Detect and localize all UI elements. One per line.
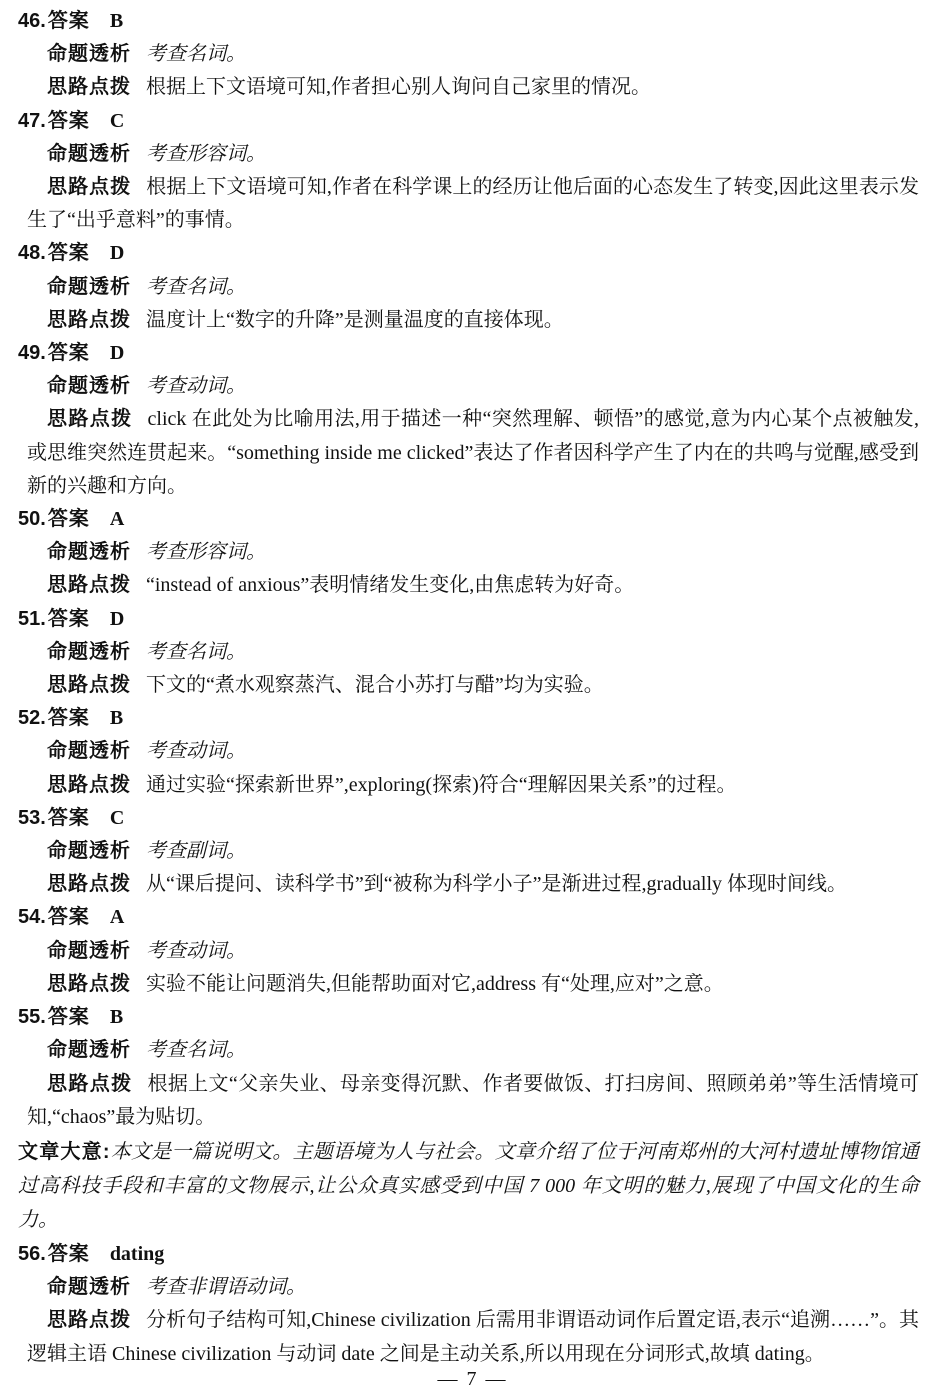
tips-paragraph <box>18 403 919 503</box>
analysis-line <box>47 38 919 71</box>
answer-line <box>18 603 919 636</box>
question-block <box>18 1001 919 1134</box>
question-block <box>18 337 919 503</box>
analysis-line <box>47 370 919 403</box>
tips-text: 分析句子结构可知,Chinese civilization 后需用非谓语动词作后置定语,表示“追溯……”。其逻辑主语 Chinese civilization 与动词 date 之间是主动关系,所以用现在分词形式,故填 dating。 <box>27 1309 920 1365</box>
analysis-label: 命题透析 <box>47 1039 131 1062</box>
question-number: 51. <box>18 607 46 630</box>
question-number: 49. <box>18 342 46 365</box>
tips-paragraph <box>18 1304 919 1370</box>
answer-value: D <box>109 342 125 365</box>
analysis-label: 命题透析 <box>47 939 131 962</box>
answer-value: D <box>109 607 125 630</box>
answer-line <box>18 1001 919 1034</box>
answer-line <box>18 237 919 270</box>
answer-value: C <box>109 109 125 132</box>
answer-label: 答案 <box>47 707 90 730</box>
tips-text: click 在此处为比喻用法,用于描述一种“突然理解、顿悟”的感觉,意为内心某个点被触发,或思维突然连贯起来。“something inside me clicked”表达了作者因科学产生了内在的共鸣与觉醒,感受到新的兴趣和方向。 <box>27 408 920 497</box>
answer-label: 答案 <box>47 1242 90 1265</box>
answer-label: 答案 <box>47 906 90 929</box>
tips-text: 温度计上“数字的升降”是测量温度的直接体现。 <box>146 308 564 331</box>
answer-line <box>18 1238 919 1271</box>
answer-line <box>18 105 919 138</box>
tips-label: 思路点拨 <box>47 574 131 597</box>
answer-label: 答案 <box>47 342 90 365</box>
analysis-line <box>47 735 919 768</box>
passage-summary <box>18 1135 919 1237</box>
answer-value: B <box>109 1006 124 1029</box>
answer-label: 答案 <box>47 607 90 630</box>
summary-label: 文章大意: <box>18 1140 111 1163</box>
question-number: 56. <box>18 1242 46 1265</box>
tips-paragraph <box>18 868 919 901</box>
answer-value: B <box>109 707 124 730</box>
answer-label: 答案 <box>47 1006 90 1029</box>
tips-paragraph <box>18 968 919 1001</box>
analysis-label: 命题透析 <box>47 640 131 663</box>
analysis-line <box>47 271 919 304</box>
page-footer <box>0 1364 945 1394</box>
analysis-label: 命题透析 <box>47 740 131 763</box>
answer-value: A <box>109 906 125 929</box>
question-block <box>18 237 919 337</box>
analysis-line <box>47 1034 919 1067</box>
answer-label: 答案 <box>47 508 90 531</box>
answer-value: D <box>109 242 125 265</box>
answer-line <box>18 337 919 370</box>
analysis-line <box>47 935 919 968</box>
question-number: 48. <box>18 242 46 265</box>
analysis-text: 考查名词。 <box>146 1039 246 1062</box>
tips-label: 思路点拨 <box>47 408 133 431</box>
analysis-line <box>47 536 919 569</box>
tips-label: 思路点拨 <box>47 176 132 199</box>
tips-label: 思路点拨 <box>47 873 131 896</box>
analysis-label: 命题透析 <box>47 275 131 298</box>
answer-label: 答案 <box>47 806 90 829</box>
question-number: 50. <box>18 508 46 531</box>
answer-value: dating <box>109 1242 165 1265</box>
analysis-text: 考查动词。 <box>146 939 246 962</box>
tips-paragraph <box>18 171 919 237</box>
analysis-text: 考查非谓语动词。 <box>146 1276 306 1299</box>
tips-label: 思路点拨 <box>47 773 131 796</box>
tips-text: 根据上文“父亲失业、母亲变得沉默、作者要做饭、打扫房间、照顾弟弟”等生活情境可知,“chaos”最为贴切。 <box>27 1072 919 1128</box>
tips-paragraph <box>18 304 919 337</box>
answer-label: 答案 <box>47 109 90 132</box>
tips-paragraph <box>18 569 919 602</box>
question-number: 55. <box>18 1006 46 1029</box>
question-block <box>18 1238 919 1371</box>
tips-text: “instead of anxious”表明情绪发生变化,由焦虑转为好奇。 <box>146 574 635 597</box>
question-block <box>18 105 919 238</box>
answer-line <box>18 802 919 835</box>
analysis-label: 命题透析 <box>47 541 131 564</box>
tips-label: 思路点拨 <box>47 308 131 331</box>
analysis-label: 命题透析 <box>47 375 131 398</box>
analysis-text: 考查名词。 <box>146 275 246 298</box>
analysis-line <box>47 835 919 868</box>
question-number: 53. <box>18 806 46 829</box>
analysis-text: 考查名词。 <box>146 640 246 663</box>
tips-label: 思路点拨 <box>47 972 131 995</box>
analysis-line <box>47 636 919 669</box>
question-block <box>18 5 919 105</box>
summary-text: 本文是一篇说明文。主题语境为人与社会。文章介绍了位于河南郑州的大河村遗址博物馆通过高科技手段和丰富的文物展示,让公众真实感受到中国 7 000 年文明的魅力,展现了中国文化的生命力。 <box>18 1140 919 1231</box>
tips-paragraph <box>18 71 919 104</box>
tips-paragraph <box>18 769 919 802</box>
tips-text: 实验不能让问题消失,但能帮助面对它,address 有“处理,应对”之意。 <box>146 972 724 995</box>
analysis-line <box>47 1271 919 1304</box>
analysis-label: 命题透析 <box>47 840 131 863</box>
analysis-text: 考查副词。 <box>146 840 246 863</box>
answer-label: 答案 <box>47 10 90 32</box>
analysis-label: 命题透析 <box>47 142 131 165</box>
answer-label: 答案 <box>47 242 90 265</box>
answer-value: B <box>109 10 124 32</box>
answer-line <box>18 901 919 934</box>
analysis-text: 考查形容词。 <box>146 541 266 564</box>
analysis-label: 命题透析 <box>47 1276 131 1299</box>
analysis-text: 考查动词。 <box>146 375 246 398</box>
analysis-text: 考查动词。 <box>146 740 246 763</box>
analysis-text: 考查形容词。 <box>146 142 266 165</box>
question-number: 46. <box>18 10 46 32</box>
tips-label: 思路点拨 <box>47 76 131 99</box>
page-number: — 7 — <box>437 1368 508 1390</box>
tips-paragraph <box>18 1068 919 1134</box>
question-block <box>18 702 919 802</box>
tips-label: 思路点拨 <box>47 674 131 697</box>
answer-value: A <box>109 508 125 531</box>
answer-line <box>18 5 919 38</box>
tips-label: 思路点拨 <box>47 1309 132 1332</box>
answer-line <box>18 503 919 536</box>
question-block <box>18 901 919 1001</box>
tips-text: 从“课后提问、读科学书”到“被称为科学小子”是渐进过程,gradually 体现时间线。 <box>146 873 848 896</box>
tips-text: 下文的“煮水观察蒸汽、混合小苏打与醋”均为实验。 <box>146 674 604 697</box>
question-block <box>18 802 919 902</box>
question-block <box>18 603 919 703</box>
tips-paragraph <box>18 669 919 702</box>
answer-value: C <box>109 806 125 829</box>
question-number: 54. <box>18 906 46 929</box>
question-number: 52. <box>18 707 46 730</box>
tips-text: 根据上下文语境可知,作者在科学课上的经历让他后面的心态发生了转变,因此这里表示发生了“出乎意料”的事情。 <box>27 176 920 232</box>
answer-line <box>18 702 919 735</box>
analysis-label: 命题透析 <box>47 43 131 66</box>
tips-label: 思路点拨 <box>47 1072 133 1095</box>
question-number: 47. <box>18 109 46 132</box>
tips-text: 通过实验“探索新世界”,exploring(探索)符合“理解因果关系”的过程。 <box>146 773 737 796</box>
analysis-line <box>47 138 919 171</box>
analysis-text: 考查名词。 <box>146 43 246 66</box>
tips-text: 根据上下文语境可知,作者担心别人询问自己家里的情况。 <box>146 76 651 99</box>
question-block <box>18 503 919 603</box>
